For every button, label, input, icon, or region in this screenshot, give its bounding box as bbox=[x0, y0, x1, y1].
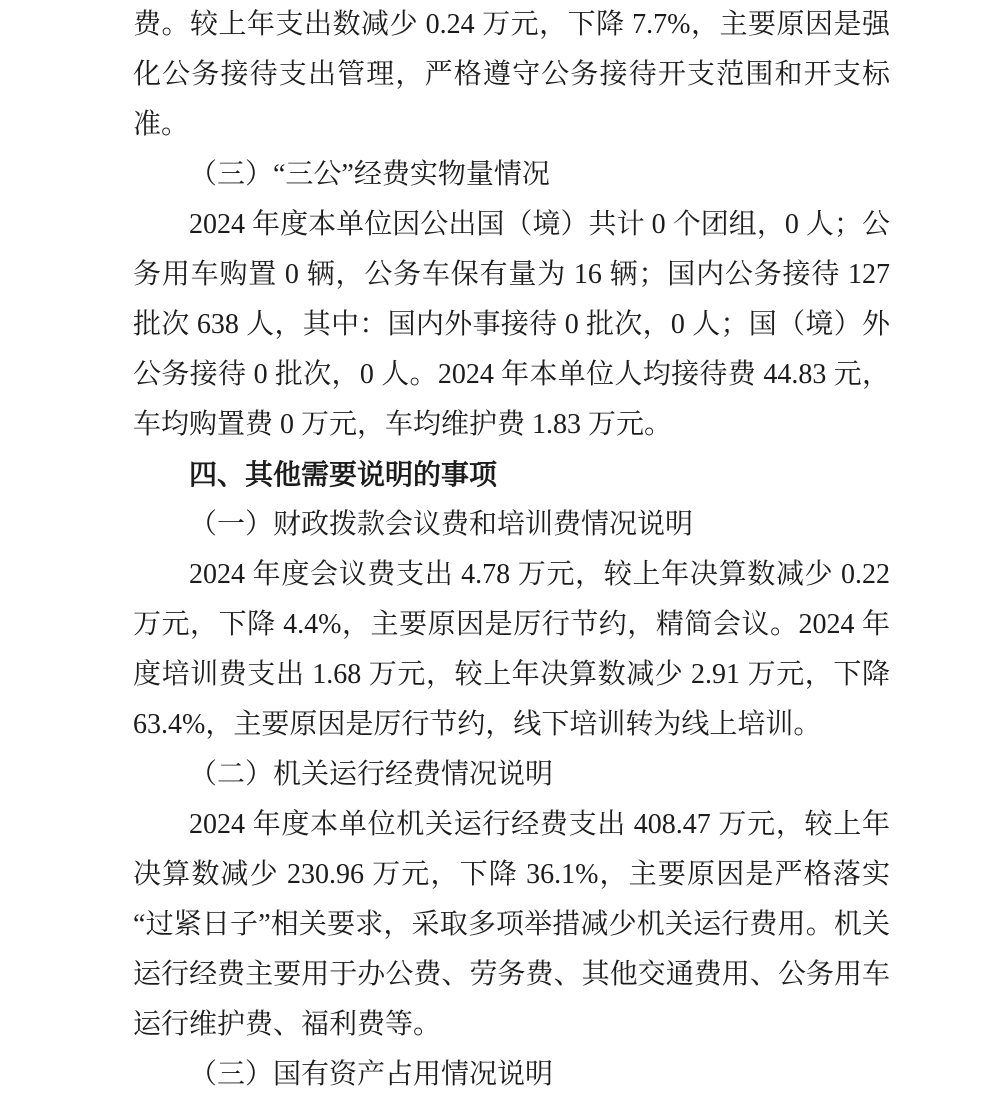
paragraph-agency-operating-funds: 2024 年度本单位机关运行经费支出 408.47 万元，较上年决算数减少 230.96 万元，下降 36.1%，主要原因是严格落实“过紧日子”相关要求，采取多项举措减少机关运行费用。机关运行经费主要用于办公费、劳务费、其他交通费用、公务用车运行维护费、福利费等。 bbox=[133, 809, 890, 1040]
section-heading-other-matters: 四、其他需要说明的事项 bbox=[189, 459, 498, 490]
paragraph-meeting-training-fees: 2024 年度会议费支出 4.78 万元，较上年决算数减少 0.22 万元，下降 4.4%，主要原因是厉行节约，精简会议。2024 年度培训费支出 1.68 万元，较上年决算数减少 2.91 万元，下降 63.4%，主要原因是厉行节约，线下培训转为线上培训。 bbox=[133, 559, 890, 740]
paragraph-reception-expense-continued: 费。较上年支出数减少 0.24 万元，下降 7.7%，主要原因是强化公务接待支出管理，严格遵守公务接待开支范围和开支标准。 bbox=[133, 9, 890, 140]
paragraph-three-public-physical-quantities: 2024 年度本单位因公出国（境）共计 0 个团组，0 人；公务用车购置 0 辆，公务车保有量为 16 辆；国内公务接待 127 批次 638 人，其中：国内外事接待 0 批次，0 人；国（境）外公务接待 0 批次，0 人。2024 年本单位人均接待费 44.83 元，车均购置费 0 万元，车均维护费 1.83 万元。 bbox=[133, 209, 890, 440]
subheading-state-owned-assets: （三）国有资产占用情况说明 bbox=[189, 1059, 554, 1090]
subheading-agency-operating-funds: （二）机关运行经费情况说明 bbox=[189, 759, 554, 790]
subheading-three-public-physical-quantities: （三）“三公”经费实物量情况 bbox=[189, 159, 550, 190]
subheading-meeting-training-fees: （一）财政拨款会议费和培训费情况说明 bbox=[189, 509, 694, 540]
